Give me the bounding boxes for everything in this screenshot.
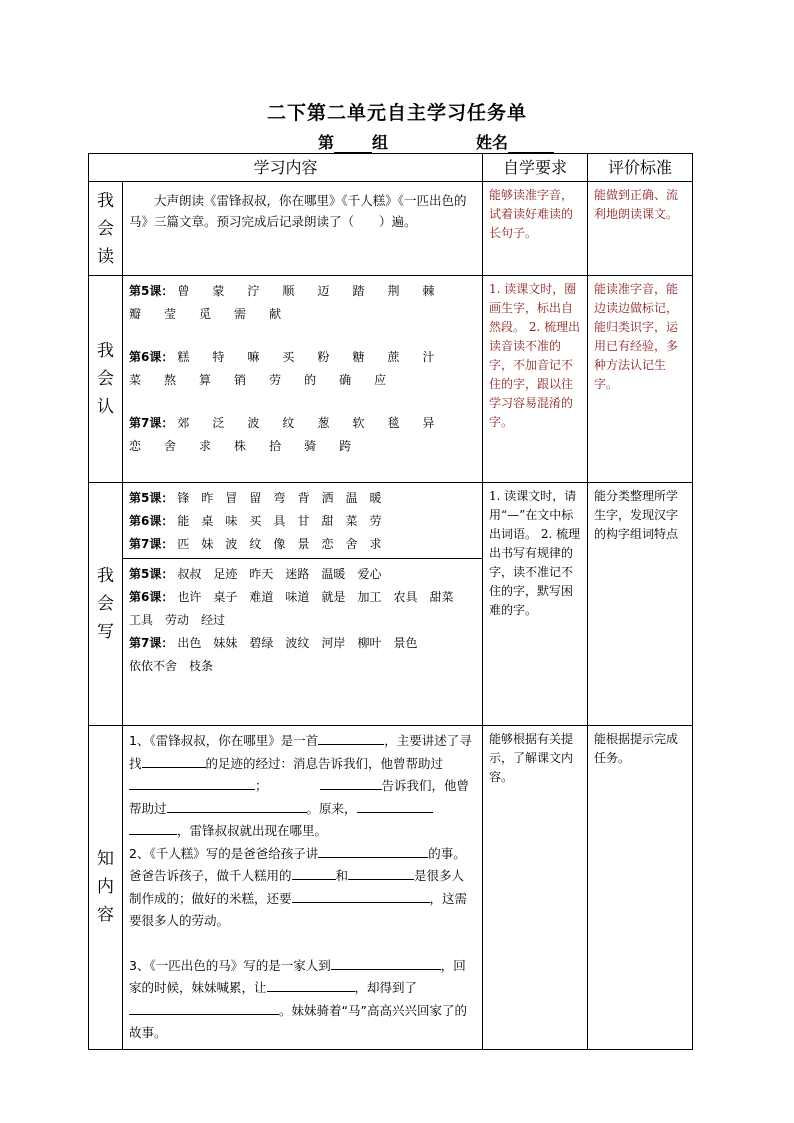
word: 荆	[387, 284, 400, 298]
q1-blank-4[interactable]	[320, 775, 382, 790]
category-read	[89, 182, 123, 276]
word: 销	[234, 373, 247, 387]
word: 迈	[317, 284, 330, 298]
word: 郊	[177, 416, 190, 430]
q1-text: 的足迹的经过：消息告诉我们，他曾帮助过	[205, 755, 444, 771]
q3-blank-3[interactable]	[129, 1000, 279, 1015]
word: 曾	[177, 284, 190, 298]
lesson-line	[129, 586, 476, 632]
word: 需	[234, 307, 247, 321]
word: 骑	[304, 439, 317, 453]
word: 能	[177, 514, 190, 528]
category-char: 认	[97, 397, 114, 417]
category-char: 会	[97, 218, 114, 239]
q1-text: ，主要讲述了寻找	[129, 733, 472, 771]
q2-blank-5[interactable]	[378, 888, 430, 903]
word: 景色	[393, 636, 418, 650]
q1-blank-2[interactable]	[142, 753, 206, 768]
lesson-label: 第5课：	[129, 284, 174, 298]
word: 像	[273, 537, 286, 551]
q1-blank-3[interactable]	[129, 775, 255, 790]
lesson-line	[129, 632, 476, 678]
header-content: 学习内容	[89, 154, 483, 182]
word: 算	[199, 373, 212, 387]
row-recognize	[89, 276, 693, 483]
q2-blank-2[interactable]	[292, 865, 336, 880]
write-characters	[123, 483, 482, 559]
row-read	[89, 182, 693, 276]
lesson-line	[129, 533, 476, 556]
word: 味	[225, 514, 238, 528]
word: 留	[249, 491, 262, 505]
word: 难道	[249, 590, 274, 604]
read-requirement: 能够读准字音，试着读好难读的长句子。	[483, 182, 588, 276]
word: 求	[369, 537, 382, 551]
q3-text: 3、《一匹出色的马》写的是一家人到	[129, 957, 331, 973]
word: 背	[297, 491, 310, 505]
q1-blank-5[interactable]	[167, 798, 307, 813]
lesson-line	[129, 510, 476, 533]
group-label	[318, 130, 388, 153]
row-write	[89, 483, 693, 726]
lesson-label: 第6课：	[129, 590, 174, 604]
recognize-evaluation: 能读准字音，能边读边做标记，能归类识字，运用已有经验，多种方法认记生字。	[588, 276, 693, 483]
word: 舍	[164, 439, 177, 453]
word: 糕	[177, 350, 190, 364]
word: 河岸	[321, 636, 346, 650]
header-requirement: 自学要求	[483, 154, 588, 182]
header-evaluation: 评价标准	[588, 154, 693, 182]
q1-text: ，雷锋叔叔就出现在哪里。	[177, 823, 328, 838]
word: 蔗	[387, 350, 400, 364]
task-table	[88, 153, 693, 1050]
lesson-line	[129, 346, 476, 392]
word: 献	[269, 307, 282, 321]
word: 柳叶	[357, 636, 382, 650]
word: 粉	[317, 350, 330, 364]
recognize-lessons	[129, 280, 476, 458]
word: 莹	[164, 307, 177, 321]
question-1	[129, 730, 476, 843]
word: 就是	[321, 590, 346, 604]
category-content	[89, 726, 123, 1050]
lesson-line	[129, 412, 476, 458]
word: 觅	[199, 307, 212, 321]
q2-text: 和	[335, 868, 349, 883]
lesson-label: 第6课：	[129, 514, 174, 528]
word: 嘛	[247, 350, 260, 364]
lesson-line	[129, 487, 476, 510]
category-char: 容	[97, 905, 114, 926]
category-char: 写	[97, 622, 114, 642]
word: 汁	[422, 350, 435, 364]
word: 熬	[164, 373, 177, 387]
q1-blank-1[interactable]	[318, 730, 384, 745]
row-content	[89, 726, 693, 1050]
word: 跨	[339, 439, 352, 453]
word: 特	[212, 350, 225, 364]
q3-text: ，回家的时候，妹妹喊累，让	[129, 957, 466, 995]
word: 的	[304, 373, 317, 387]
q1-blank-7[interactable]	[129, 820, 177, 835]
write-evaluation: 能分类整理所学生字，发现汉字的构字组词特点	[588, 483, 693, 726]
name-label-text: 姓名	[476, 133, 509, 152]
word: 毯	[387, 416, 400, 430]
word: 枝条	[189, 659, 214, 673]
word: 拾	[269, 439, 282, 453]
word: 糖	[352, 350, 365, 364]
write-requirement: 1. 读课文时，请用“—”在文中标出词语。 2. 梳理出书写有规律的字，读不准记不住的字，默写困难的字。	[483, 483, 588, 726]
word: 味道	[285, 590, 310, 604]
word: 泞	[247, 284, 260, 298]
group-label-prefix: 第	[318, 133, 335, 152]
group-label-suffix: 组	[372, 133, 389, 152]
word: 景	[297, 537, 310, 551]
word: 具	[273, 514, 286, 528]
word: 劳动	[165, 613, 190, 627]
word: 恋	[129, 439, 142, 453]
word: 棘	[422, 284, 435, 298]
word: 纹	[282, 416, 295, 430]
category-char: 内	[97, 877, 114, 898]
word: 碧绿	[249, 636, 274, 650]
word: 买	[249, 514, 262, 528]
word: 暖	[369, 491, 382, 505]
word: 出色	[177, 636, 202, 650]
word: 踏	[352, 284, 365, 298]
name-label	[476, 130, 554, 153]
question-2	[129, 843, 476, 933]
word: 甘	[297, 514, 310, 528]
write-list	[123, 483, 483, 726]
word: 妹妹	[213, 636, 238, 650]
word: 妹	[201, 537, 214, 551]
word: 泛	[212, 416, 225, 430]
word: 异	[422, 416, 435, 430]
category-char: 读	[97, 246, 114, 267]
word: 顺	[282, 284, 295, 298]
word: 舍	[345, 537, 358, 551]
q1-text: 1、《雷锋叔叔，你在哪里》是一首	[129, 733, 319, 748]
recognize-list	[123, 276, 483, 483]
word: 葱	[317, 416, 330, 430]
group-blank[interactable]	[334, 136, 372, 153]
content-requirement: 能够根据有关提示，了解课文内容。	[483, 726, 588, 1050]
q2-blank-4[interactable]	[292, 888, 378, 903]
word: 确	[339, 373, 352, 387]
word: 昨天	[249, 567, 274, 581]
q3-text: ，却得到了	[354, 980, 418, 995]
word: 劳	[269, 373, 282, 387]
word: 温	[345, 491, 358, 505]
header-row	[89, 154, 693, 182]
lesson-line	[129, 563, 476, 586]
word: 爱心	[357, 567, 382, 581]
write-phrases	[123, 559, 482, 682]
word: 劳	[369, 514, 382, 528]
page-title: 二下第二单元自主学习任务单	[266, 102, 527, 124]
q1-blank-6[interactable]	[357, 798, 433, 813]
category-char: 我	[97, 566, 114, 586]
category-char: 会	[97, 594, 114, 614]
word: 恋	[321, 537, 334, 551]
question-3	[129, 955, 476, 1045]
category-recognize	[89, 276, 123, 483]
word: 应	[374, 373, 387, 387]
word: 温暖	[321, 567, 346, 581]
category-write	[89, 483, 123, 726]
lesson-label: 第5课：	[129, 491, 174, 505]
word: 甜	[321, 514, 334, 528]
word: 甜菜	[429, 590, 454, 604]
recognize-requirement: 1. 读课文时，圈画生字，标出自然段。 2. 梳理出读音读不准的字，不加音记不住的字，跟以往学习容易混淆的字。	[483, 276, 588, 483]
word: 经过	[201, 613, 226, 627]
lesson-label: 第7课：	[129, 636, 174, 650]
q2-blank-3[interactable]	[348, 865, 414, 880]
word: 蒙	[212, 284, 225, 298]
word: 求	[199, 439, 212, 453]
word: 弯	[273, 491, 286, 505]
word: 锋	[177, 491, 190, 505]
q2-text: 2、《千人糕》写的是爸爸给孩子讲	[129, 845, 319, 861]
q2-text: 是很多人制作成的；做好的米糕，还要	[129, 868, 465, 906]
content-questions	[123, 726, 483, 1050]
word: 瓣	[129, 307, 142, 321]
read-instructions: 大声朗读《雷锋叔叔，你在哪里》《千人糕》《一匹出色的马》三篇文章。预习完成后记录朗读了（ ）遍。	[123, 182, 483, 276]
word: 波纹	[285, 636, 310, 650]
word: 也许	[177, 590, 202, 604]
lesson-label: 第6课：	[129, 350, 174, 364]
lesson-line	[129, 280, 476, 326]
word: 菜	[345, 514, 358, 528]
q1-text: 。原来，	[306, 800, 357, 816]
word: 加工	[357, 590, 382, 604]
word: 叔叔	[177, 567, 202, 581]
q2-blank-1[interactable]	[318, 843, 428, 858]
category-char: 我	[97, 341, 114, 361]
word: 软	[352, 416, 365, 430]
word: 菜	[129, 373, 142, 387]
word: 桌子	[213, 590, 238, 604]
category-char: 知	[97, 849, 114, 870]
word: 昨	[201, 491, 214, 505]
word: 迷路	[285, 567, 310, 581]
word: 洒	[321, 491, 334, 505]
word: 农具	[393, 590, 418, 604]
word: 株	[234, 439, 247, 453]
q2-text: ，这需要很多人的劳动。	[129, 890, 468, 928]
q3-text: 。妹妹骑着“马”高高兴兴回家了的故事。	[129, 1002, 467, 1040]
q1-text: 告诉我们，他曾帮助过	[129, 778, 470, 816]
word: 依依不舍	[129, 659, 178, 673]
read-evaluation: 能做到正确、流利地朗读课文。	[588, 182, 693, 276]
word: 桌	[201, 514, 214, 528]
word: 纹	[249, 537, 262, 551]
name-blank[interactable]	[508, 136, 554, 153]
word: 足迹	[213, 567, 238, 581]
category-char: 会	[97, 369, 114, 389]
content-evaluation: 能根据提示完成任务。	[588, 726, 693, 1050]
category-char: 我	[97, 190, 114, 211]
lesson-label: 第7课：	[129, 416, 174, 430]
lesson-label: 第5课：	[129, 567, 174, 581]
q2-text: 的事。爸爸告诉孩子，做千人糕用的	[129, 845, 466, 883]
word: 工具	[129, 613, 154, 627]
lesson-label: 第7课：	[129, 537, 174, 551]
word: 买	[282, 350, 295, 364]
word: 匹	[177, 537, 190, 551]
q1-text: ；	[255, 778, 268, 793]
word: 波	[225, 537, 238, 551]
q3-blank-2[interactable]	[267, 977, 355, 992]
word: 波	[247, 416, 260, 430]
q3-blank-1[interactable]	[331, 955, 441, 970]
word: 冒	[225, 491, 238, 505]
